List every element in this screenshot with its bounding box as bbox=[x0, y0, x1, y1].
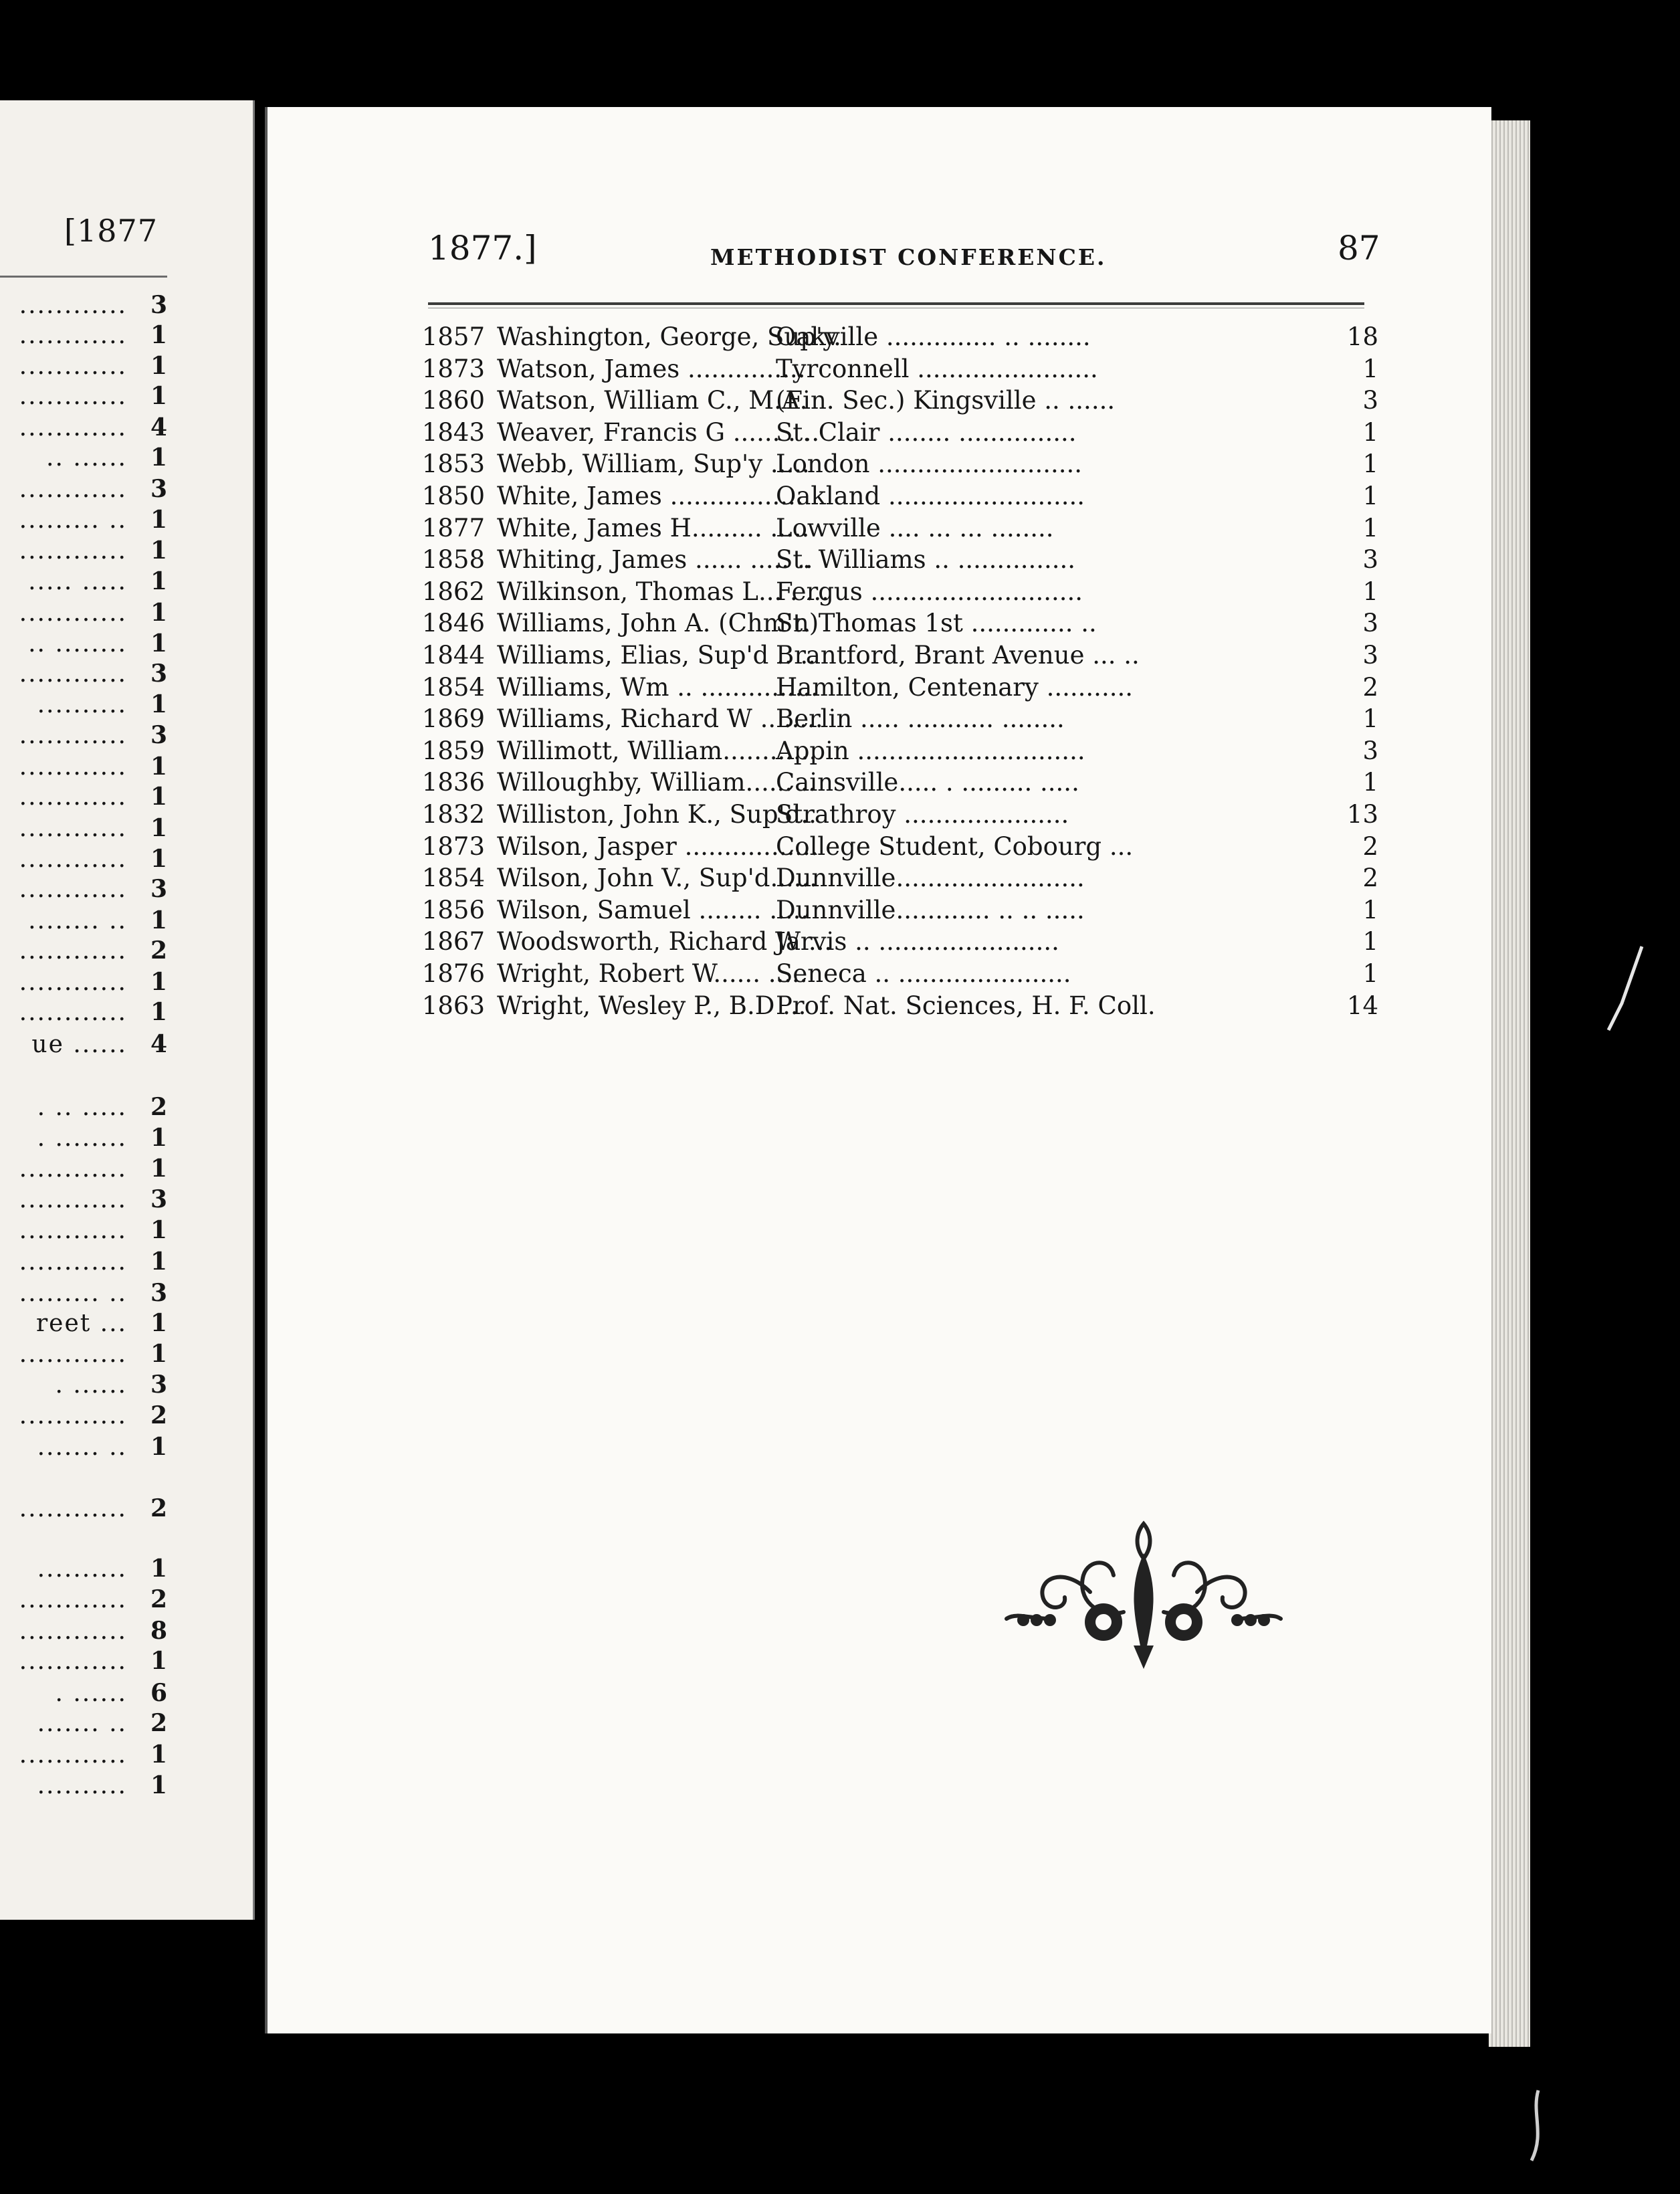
entry-row bbox=[405, 672, 1381, 703]
left-row-leader: .......... bbox=[37, 691, 127, 718]
entry-years: 14 bbox=[1346, 991, 1378, 1020]
entry-name: Willimott, William............ bbox=[497, 736, 817, 765]
entry-year: 1857 bbox=[421, 322, 485, 351]
left-row-leader: . ...... bbox=[55, 1680, 127, 1707]
left-page-row bbox=[0, 720, 167, 751]
left-page-row bbox=[0, 689, 167, 720]
left-row-leader: ............ bbox=[19, 1586, 127, 1613]
left-row-number: 3 bbox=[150, 875, 167, 903]
left-page-row bbox=[0, 351, 167, 382]
entry-years: 1 bbox=[1362, 450, 1378, 478]
entry-year: 1854 bbox=[421, 864, 485, 892]
left-row-number: 2 bbox=[150, 1585, 167, 1613]
entry-year: 1858 bbox=[421, 545, 485, 574]
entry-year: 1850 bbox=[421, 482, 485, 510]
entry-name: Watson, James ............... bbox=[497, 355, 806, 383]
entry-years: 1 bbox=[1362, 768, 1378, 797]
left-row-number: 1 bbox=[150, 1647, 167, 1675]
left-page-row bbox=[0, 1278, 167, 1309]
left-page-row bbox=[0, 1584, 167, 1615]
left-row-leader: ............ bbox=[19, 1741, 127, 1769]
left-row-number: 2 bbox=[150, 936, 167, 965]
entry-name: White, James H......... ..... bbox=[497, 514, 810, 542]
left-row-number: 1 bbox=[150, 1771, 167, 1799]
left-row-number: 1 bbox=[150, 567, 167, 595]
left-row-leader: reet ... bbox=[35, 1310, 127, 1337]
left-page-row bbox=[0, 381, 167, 412]
entry-row bbox=[405, 353, 1381, 385]
left-row-number: 6 bbox=[150, 1679, 167, 1707]
entry-row bbox=[405, 576, 1381, 607]
left-page-row bbox=[0, 843, 167, 875]
left-page-row bbox=[0, 1400, 167, 1431]
entry-row bbox=[405, 544, 1381, 575]
entry-name: Webb, William, Sup'y ..... bbox=[497, 450, 810, 478]
left-row-number: 1 bbox=[150, 1216, 167, 1244]
left-row-leader: ............ bbox=[19, 1402, 127, 1429]
entry-row bbox=[405, 417, 1381, 448]
entry-row bbox=[405, 735, 1381, 767]
left-page-row bbox=[0, 905, 167, 936]
entry-row bbox=[405, 639, 1381, 671]
left-row-number: 3 bbox=[150, 475, 167, 503]
left-row-number: 1 bbox=[150, 1433, 167, 1461]
entry-year: 1862 bbox=[421, 577, 485, 606]
entry-station: Dunnville........................ bbox=[776, 864, 1085, 892]
floral-vignette-icon bbox=[1003, 1518, 1284, 1672]
entry-name: Wilson, John V., Sup'd...... bbox=[497, 864, 818, 892]
left-page-row bbox=[0, 1708, 167, 1739]
entry-years: 2 bbox=[1362, 832, 1378, 861]
left-row-number: 2 bbox=[150, 1093, 167, 1121]
left-page-row bbox=[0, 781, 167, 813]
entry-years: 3 bbox=[1362, 736, 1378, 765]
entry-year: 1859 bbox=[421, 736, 485, 765]
left-page-row bbox=[0, 1029, 167, 1060]
entry-year: 1863 bbox=[421, 991, 485, 1020]
entry-years: 1 bbox=[1362, 704, 1378, 733]
left-row-leader: ............ bbox=[19, 383, 127, 410]
entry-station: St. Thomas 1st ............. .. bbox=[776, 609, 1097, 637]
left-row-leader: .. ........ bbox=[28, 630, 127, 658]
left-page-row bbox=[0, 1493, 167, 1524]
left-row-leader: ............ bbox=[19, 1648, 127, 1675]
left-row-leader: ......... .. bbox=[19, 1280, 127, 1307]
left-row-number: 1 bbox=[150, 845, 167, 873]
entry-station: Cainsville..... . ......... ..... bbox=[776, 768, 1079, 797]
left-row-number: 2 bbox=[150, 1494, 167, 1522]
left-row-number: 1 bbox=[150, 814, 167, 842]
entry-years: 3 bbox=[1362, 386, 1378, 415]
entry-years: 2 bbox=[1362, 864, 1378, 892]
entry-station: St. Clair ........ ............... bbox=[776, 418, 1077, 447]
entry-row bbox=[405, 862, 1381, 894]
left-row-leader: ............ bbox=[19, 322, 127, 349]
left-row-number: 1 bbox=[150, 1555, 167, 1583]
entry-years: 1 bbox=[1362, 927, 1378, 956]
left-row-leader: ......... .. bbox=[19, 506, 127, 534]
left-row-number: 2 bbox=[150, 1709, 167, 1737]
entry-year: 1867 bbox=[421, 927, 485, 956]
left-row-leader: ............ bbox=[19, 815, 127, 842]
left-row-leader: .......... bbox=[37, 1772, 127, 1799]
entry-year: 1844 bbox=[421, 641, 485, 670]
left-row-leader: ue ...... bbox=[31, 1031, 127, 1058]
left-page-row bbox=[0, 1153, 167, 1185]
left-row-number: 1 bbox=[150, 321, 167, 349]
left-page-row bbox=[0, 1646, 167, 1677]
left-row-number: 1 bbox=[150, 906, 167, 934]
left-row-leader: ............ bbox=[19, 783, 127, 811]
page-number: 87 bbox=[1338, 229, 1380, 268]
entry-row bbox=[405, 990, 1381, 1021]
left-row-leader: ........ .. bbox=[28, 907, 127, 934]
left-row-number: 8 bbox=[150, 1617, 167, 1645]
entry-year: 1832 bbox=[421, 800, 485, 829]
entry-years: 1 bbox=[1362, 355, 1378, 383]
left-page-row bbox=[0, 658, 167, 690]
left-page-row bbox=[0, 1092, 167, 1123]
entry-year: 1860 bbox=[421, 386, 485, 415]
left-page-row bbox=[0, 504, 167, 536]
entry-row bbox=[405, 926, 1381, 957]
left-row-number: 1 bbox=[150, 968, 167, 996]
entry-year: 1873 bbox=[421, 832, 485, 861]
left-row-number: 1 bbox=[150, 599, 167, 627]
left-page-row bbox=[0, 535, 167, 567]
left-row-leader: ..... ..... bbox=[28, 568, 127, 595]
entry-name: Williams, Elias, Sup'd .. .. bbox=[497, 641, 816, 670]
left-row-number: 1 bbox=[150, 352, 167, 380]
left-row-leader: ....... .. bbox=[37, 1433, 127, 1461]
left-page-row bbox=[0, 628, 167, 660]
left-row-leader: ............ bbox=[19, 845, 127, 873]
left-row-number: 3 bbox=[150, 1279, 167, 1307]
entry-years: 13 bbox=[1346, 800, 1378, 829]
left-page-row bbox=[0, 1553, 167, 1585]
page-edges bbox=[1489, 120, 1530, 2047]
entry-name: Woodsworth, Richard W ... bbox=[497, 927, 833, 956]
entry-name: Wright, Robert W...... ..... bbox=[497, 959, 808, 988]
left-row-leader: ............ bbox=[19, 1340, 127, 1368]
entry-years: 18 bbox=[1346, 322, 1378, 351]
entry-year: 1873 bbox=[421, 355, 485, 383]
entry-station: Hamilton, Centenary ........... bbox=[776, 673, 1133, 702]
left-page-row bbox=[0, 1308, 167, 1339]
entry-name: Whiting, James ...... ..... .. bbox=[497, 545, 813, 574]
left-row-number: 1 bbox=[150, 382, 167, 410]
left-row-leader: ............ bbox=[19, 292, 127, 319]
entry-years: 2 bbox=[1362, 673, 1378, 702]
left-row-number: 1 bbox=[150, 443, 167, 472]
entry-station: St. Williams .. ............... bbox=[776, 545, 1076, 574]
entry-station: Strathroy ..................... bbox=[776, 800, 1069, 829]
left-row-leader: ............ bbox=[19, 537, 127, 565]
left-page-row bbox=[0, 874, 167, 905]
left-row-leader: ............ bbox=[19, 969, 127, 996]
left-row-number: 1 bbox=[150, 1740, 167, 1769]
left-row-number: 4 bbox=[150, 1030, 167, 1058]
entry-years: 1 bbox=[1362, 514, 1378, 542]
entry-row bbox=[405, 607, 1381, 639]
entry-station: Oakville .............. .. ........ bbox=[776, 322, 1091, 351]
left-row-leader: . ...... bbox=[55, 1371, 127, 1399]
left-page-row bbox=[0, 1246, 167, 1278]
left-page-row bbox=[0, 1615, 167, 1647]
left-row-leader: ............ bbox=[19, 1617, 127, 1645]
entry-year: 1843 bbox=[421, 418, 485, 447]
entry-name: Weaver, Francis G ...... . .. bbox=[497, 418, 820, 447]
left-page-row bbox=[0, 474, 167, 505]
left-row-leader: ............ bbox=[19, 1217, 127, 1244]
left-row-number: 1 bbox=[150, 753, 167, 781]
left-page-row bbox=[0, 967, 167, 998]
left-row-leader: ............ bbox=[19, 353, 127, 380]
left-page-row bbox=[0, 1184, 167, 1215]
entry-year: 1877 bbox=[421, 514, 485, 542]
left-page-row bbox=[0, 320, 167, 351]
left-row-leader: ............ bbox=[19, 876, 127, 903]
left-row-number: 3 bbox=[150, 721, 167, 749]
left-page-row bbox=[0, 1122, 167, 1154]
entry-year: 1846 bbox=[421, 609, 485, 637]
left-row-number: 1 bbox=[150, 536, 167, 565]
left-page-row bbox=[0, 1338, 167, 1370]
entry-year: 1853 bbox=[421, 450, 485, 478]
entry-row bbox=[405, 831, 1381, 862]
left-row-leader: ............ bbox=[19, 414, 127, 441]
entry-name: Willoughby, William...... .. bbox=[497, 768, 817, 797]
left-row-leader: ............ bbox=[19, 753, 127, 781]
entry-year: 1836 bbox=[421, 768, 485, 797]
left-page-row bbox=[0, 997, 167, 1028]
entry-row bbox=[405, 799, 1381, 830]
left-page-row bbox=[0, 935, 167, 967]
entry-station: Prof. Nat. Sciences, H. F. Coll. bbox=[776, 991, 1156, 1020]
left-page-row bbox=[0, 1369, 167, 1401]
entry-name: Williams, Richard W .. ..... bbox=[497, 704, 823, 733]
left-row-number: 1 bbox=[150, 506, 167, 534]
entry-years: 3 bbox=[1362, 545, 1378, 574]
left-page-row bbox=[0, 1770, 167, 1801]
left-row-leader: ....... .. bbox=[37, 1710, 127, 1737]
entry-name: Williston, John K., Sup'd.. bbox=[497, 800, 817, 829]
entry-year: 1869 bbox=[421, 704, 485, 733]
left-row-number: 1 bbox=[150, 998, 167, 1026]
entry-station: College Student, Cobourg ... bbox=[776, 832, 1134, 861]
entry-row bbox=[405, 512, 1381, 544]
left-row-number: 1 bbox=[150, 783, 167, 811]
left-row-number: 4 bbox=[150, 413, 167, 441]
entry-years: 1 bbox=[1362, 959, 1378, 988]
left-page-row bbox=[0, 1215, 167, 1246]
left-page-row bbox=[0, 1739, 167, 1771]
left-row-number: 1 bbox=[150, 1124, 167, 1152]
entry-row bbox=[405, 448, 1381, 480]
entry-station: Seneca .. ...................... bbox=[776, 959, 1071, 988]
left-row-leader: .. ...... bbox=[46, 444, 127, 472]
entry-year: 1876 bbox=[421, 959, 485, 988]
entry-name: Washington, George, Sup'y. bbox=[497, 322, 841, 351]
left-page-row bbox=[0, 751, 167, 783]
left-row-number: 2 bbox=[150, 1401, 167, 1429]
left-row-leader: ............ bbox=[19, 599, 127, 627]
left-row-number: 1 bbox=[150, 1309, 167, 1337]
entry-name: Williams, John A. (Chm'n) bbox=[497, 609, 819, 637]
left-page bbox=[0, 100, 255, 1920]
running-head-title: METHODIST CONFERENCE. bbox=[710, 244, 1107, 270]
entry-row bbox=[405, 894, 1381, 926]
entry-station: Oakland ......................... bbox=[776, 482, 1085, 510]
entry-station: Lowville .... ... ... ........ bbox=[776, 514, 1054, 542]
left-row-leader: ............ bbox=[19, 722, 127, 749]
left-row-leader: ............ bbox=[19, 1495, 127, 1522]
left-row-leader: ............ bbox=[19, 1155, 127, 1183]
left-row-leader: ............ bbox=[19, 476, 127, 503]
header-rule bbox=[428, 302, 1364, 305]
entry-station: Jarvis .. ....................... bbox=[776, 927, 1059, 956]
left-row-number: 1 bbox=[150, 1155, 167, 1183]
right-page bbox=[265, 107, 1491, 2033]
left-page-row bbox=[0, 813, 167, 844]
left-page-header: [1877 bbox=[64, 213, 159, 249]
entry-station: London .......................... bbox=[776, 450, 1083, 478]
entry-name: Watson, William C., M.A. bbox=[497, 386, 808, 415]
left-row-number: 3 bbox=[150, 660, 167, 688]
entry-station: (Fin. Sec.) Kingsville .. ...... bbox=[776, 386, 1116, 415]
entry-name: Wright, Wesley P., B.D ... bbox=[497, 991, 807, 1020]
entry-station: Dunnville............ .. .. ..... bbox=[776, 896, 1085, 924]
entry-years: 3 bbox=[1362, 641, 1378, 670]
running-head-year: 1877.] bbox=[428, 229, 537, 268]
scan-mark bbox=[1602, 943, 1649, 1037]
left-row-number: 3 bbox=[150, 1185, 167, 1213]
entry-row bbox=[405, 958, 1381, 989]
left-page-row bbox=[0, 1678, 167, 1709]
entry-name: Williams, Wm .. ............... bbox=[497, 673, 819, 702]
left-row-number: 1 bbox=[150, 629, 167, 658]
entry-name: Wilson, Samuel ........ ..... bbox=[497, 896, 809, 924]
entry-station: Tyrconnell ....................... bbox=[776, 355, 1098, 383]
left-row-leader: ............ bbox=[19, 937, 127, 965]
entry-station: Berlin ..... ........... ........ bbox=[776, 704, 1065, 733]
entry-station: Fergus ........................... bbox=[776, 577, 1083, 606]
entry-years: 3 bbox=[1362, 609, 1378, 637]
entry-row bbox=[405, 703, 1381, 734]
left-page-row bbox=[0, 442, 167, 474]
left-page-row bbox=[0, 1431, 167, 1463]
left-row-number: 3 bbox=[150, 1371, 167, 1399]
left-row-leader: . ........ bbox=[37, 1124, 127, 1152]
left-page-row bbox=[0, 566, 167, 597]
left-row-number: 1 bbox=[150, 690, 167, 718]
left-row-leader: ............ bbox=[19, 999, 127, 1026]
left-page-row bbox=[0, 597, 167, 629]
entry-row bbox=[405, 480, 1381, 512]
entry-years: 1 bbox=[1362, 577, 1378, 606]
left-row-leader: .......... bbox=[37, 1555, 127, 1583]
left-page-row bbox=[0, 290, 167, 321]
entry-station: Appin ............................. bbox=[776, 736, 1085, 765]
scan-mark-corner bbox=[1518, 2087, 1552, 2167]
entry-years: 1 bbox=[1362, 482, 1378, 510]
left-row-leader: ............ bbox=[19, 660, 127, 688]
entry-station: Brantford, Brant Avenue ... .. bbox=[776, 641, 1140, 670]
left-row-number: 3 bbox=[150, 291, 167, 319]
entry-years: 1 bbox=[1362, 418, 1378, 447]
entry-name: Wilson, Jasper ................. bbox=[497, 832, 819, 861]
entry-year: 1854 bbox=[421, 673, 485, 702]
left-page-row bbox=[0, 412, 167, 443]
left-row-leader: ............ bbox=[19, 1248, 127, 1276]
entry-row bbox=[405, 385, 1381, 416]
entry-name: Wilkinson, Thomas L... . ... bbox=[497, 577, 829, 606]
left-row-number: 1 bbox=[150, 1340, 167, 1368]
left-row-number: 1 bbox=[150, 1248, 167, 1276]
left-page-rule bbox=[0, 276, 167, 278]
left-row-leader: . .. ..... bbox=[37, 1094, 127, 1121]
entry-name: White, James ................. bbox=[497, 482, 804, 510]
entry-row bbox=[405, 767, 1381, 798]
entry-year: 1856 bbox=[421, 896, 485, 924]
entry-years: 1 bbox=[1362, 896, 1378, 924]
left-row-leader: ............ bbox=[19, 1186, 127, 1213]
entry-row bbox=[405, 321, 1381, 353]
